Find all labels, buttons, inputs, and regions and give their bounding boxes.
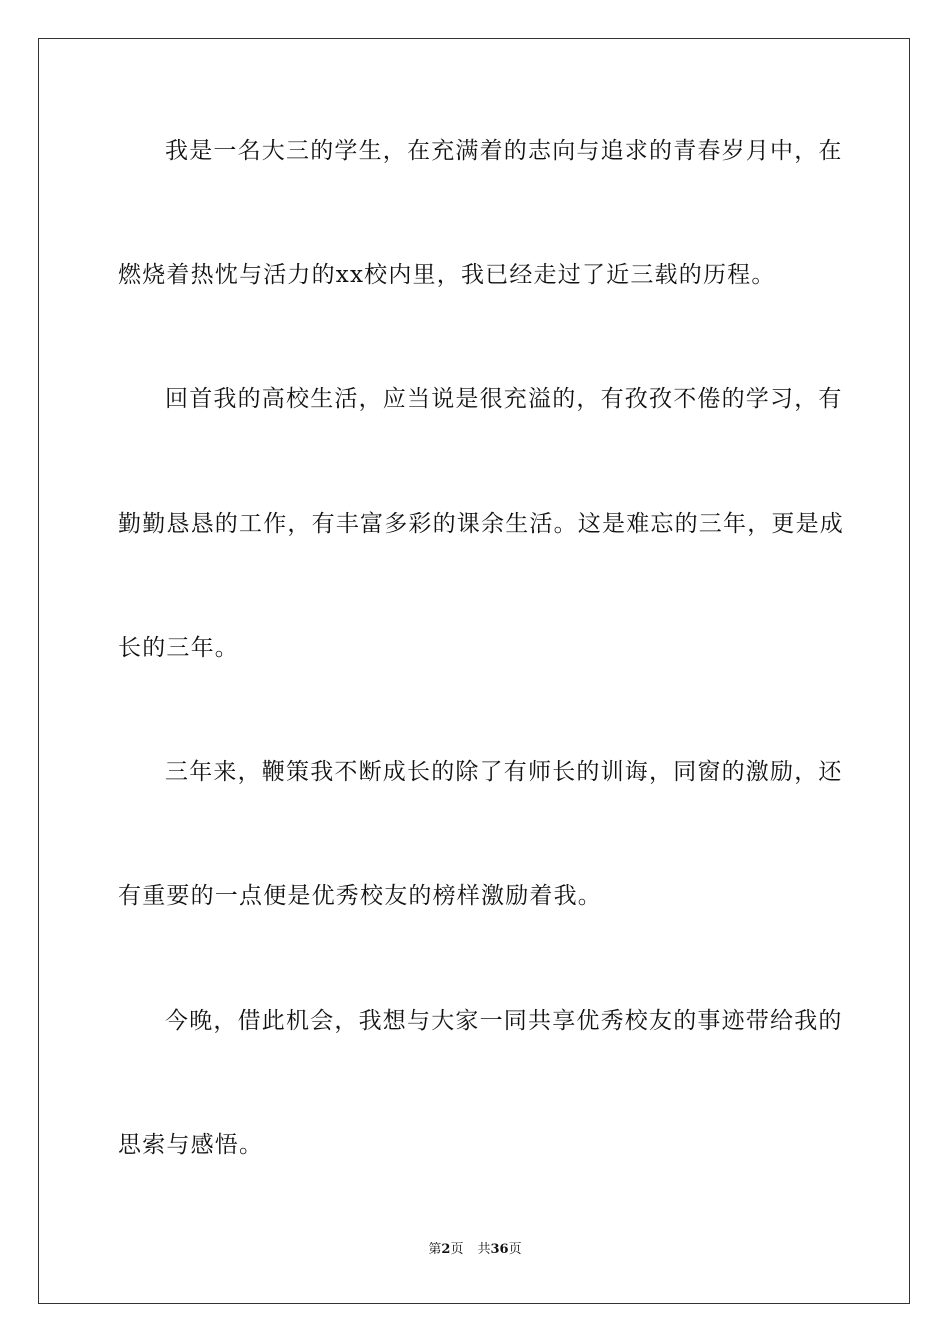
paragraph-1-line-1: 我是一名大三的学生，在充满着的志向与追求的青春岁月中，在 (165, 138, 843, 164)
paragraph-4-line-1: 今晚，借此机会，我想与大家一同共享优秀校友的事迹带给我的 (165, 1008, 843, 1034)
paragraph-2-line-2: 勤勤恳恳的工作，有丰富多彩的课余生活。这是难忘的三年，更是成 (118, 511, 844, 537)
paragraph-4-line-2: 思索与感悟。 (118, 1132, 264, 1158)
footer-page-suffix: 页 (450, 1242, 464, 1257)
page-border (38, 38, 910, 1304)
paragraph-2-line-1: 回首我的高校生活，应当说是很充溢的，有孜孜不倦的学习，有 (165, 386, 843, 412)
paragraph-3-line-1: 三年来，鞭策我不断成长的除了有师长的训诲，同窗的激励，还 (165, 759, 843, 785)
footer-total-prefix: 共 (477, 1242, 491, 1257)
footer-total-suffix: 页 (508, 1242, 522, 1257)
footer-page-prefix: 第 (428, 1242, 442, 1257)
paragraph-1-line-2: 燃烧着热忱与活力的xx校内里，我已经走过了近三载的历程。 (118, 262, 776, 288)
footer-page-total: 36 (490, 1242, 509, 1257)
page-footer (0, 1242, 950, 1258)
footer-page-current: 2 (441, 1242, 451, 1257)
paragraph-3-line-2: 有重要的一点便是优秀校友的榜样激励着我。 (118, 883, 602, 909)
paragraph-2-line-3: 长的三年。 (118, 635, 239, 661)
